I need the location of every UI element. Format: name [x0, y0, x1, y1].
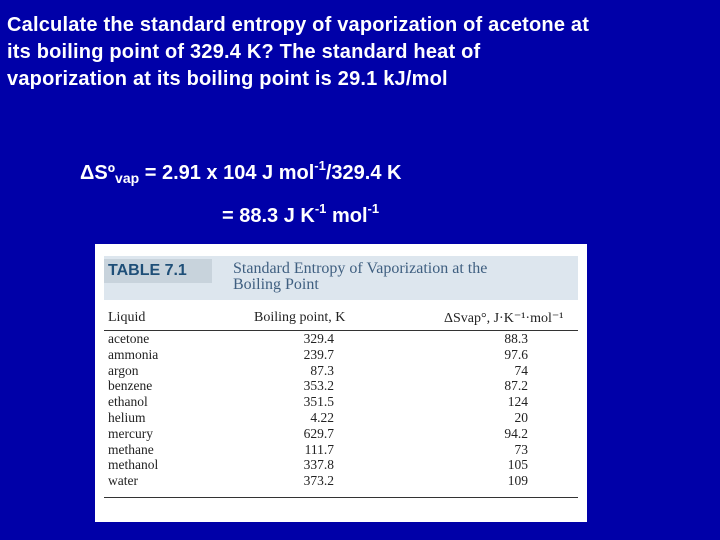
equation-line-1-mid: = 2.91 x 104 J mol: [139, 162, 315, 184]
cell-entropy: 124: [507, 394, 528, 410]
cell-entropy: 105: [507, 457, 528, 473]
vap-subscript: vap: [115, 170, 140, 186]
column-header-entropy: ΔSvap°, J·K⁻¹·mol⁻¹: [444, 311, 564, 326]
cell-boiling-point: 87.3: [310, 362, 334, 378]
table-row: [104, 378, 578, 394]
cell-liquid: argon: [108, 362, 139, 378]
question-line-1: Calculate the standard entropy of vaporization of acetone at: [7, 14, 590, 36]
equation-line-1: [80, 158, 401, 186]
table-title-line-2: Boiling Point: [233, 276, 319, 293]
cell-entropy: 87.2: [504, 378, 528, 394]
table-row: [104, 457, 578, 473]
cell-liquid: ethanol: [108, 394, 148, 410]
entropy-symbol: ΔSº: [80, 162, 116, 184]
table-row: [104, 473, 578, 489]
table-row: [104, 394, 578, 410]
table-body: [104, 331, 578, 489]
cell-liquid: acetone: [108, 331, 150, 346]
question-line-2: its boiling point of 329.4 K? The standard heat of: [7, 41, 481, 63]
question-text: [7, 12, 713, 93]
cell-liquid: methane: [108, 441, 154, 457]
cell-liquid: benzene: [108, 378, 153, 394]
cell-entropy: 88.3: [504, 331, 528, 346]
equation-line-1-end: /329.4 K: [325, 162, 402, 184]
cell-liquid: helium: [108, 409, 146, 425]
cell-entropy: 94.2: [504, 425, 528, 441]
cell-boiling-point: 329.4: [303, 331, 334, 346]
entropy-table-image: [95, 244, 587, 522]
table-row: [104, 331, 578, 347]
cell-entropy: 20: [514, 409, 528, 425]
cell-liquid: methanol: [108, 457, 159, 473]
cell-boiling-point: 111.7: [304, 441, 334, 457]
table-tag: TABLE 7.1: [104, 259, 212, 283]
column-header-boiling-point: Boiling point, K: [254, 310, 346, 325]
table-row: [104, 410, 578, 426]
cell-boiling-point: 351.5: [303, 394, 334, 410]
cell-entropy: 109: [507, 473, 528, 489]
cell-boiling-point: 4.22: [310, 409, 334, 425]
equation-line-1-superscript: -1: [314, 158, 326, 173]
cell-boiling-point: 629.7: [303, 425, 334, 441]
cell-boiling-point: 337.8: [303, 457, 334, 473]
cell-entropy: 74: [514, 362, 528, 378]
cell-boiling-point: 239.7: [303, 346, 334, 362]
entropy-table: [104, 256, 578, 518]
cell-liquid: ammonia: [108, 346, 159, 362]
cell-boiling-point: 353.2: [303, 378, 334, 394]
equation-result: = 88.3 J K: [222, 205, 315, 227]
question-line-3: vaporization at its boiling point is 29.1 kJ/mol: [7, 68, 448, 90]
equation-line-2: [222, 201, 379, 228]
cell-entropy: 97.6: [504, 346, 528, 362]
table-title: [233, 261, 563, 293]
cell-liquid: mercury: [108, 425, 153, 441]
table-row: [104, 347, 578, 363]
cell-liquid: water: [108, 473, 138, 489]
equation-line-2-mid: mol: [326, 205, 368, 227]
table-bottom-rule: [104, 497, 578, 498]
table-row: [104, 426, 578, 442]
cell-entropy: 73: [514, 441, 528, 457]
table-header-band: [104, 256, 578, 300]
equation-line-2-superscript-2: -1: [367, 201, 380, 216]
table-title-line-1: Standard Entropy of Vaporization at the: [233, 260, 488, 277]
column-header-liquid: Liquid: [108, 310, 146, 325]
equation-line-2-superscript-1: -1: [314, 201, 327, 216]
table-column-headers: [104, 306, 578, 331]
cell-boiling-point: 373.2: [303, 473, 334, 489]
table-row: [104, 363, 578, 379]
table-row: [104, 442, 578, 458]
